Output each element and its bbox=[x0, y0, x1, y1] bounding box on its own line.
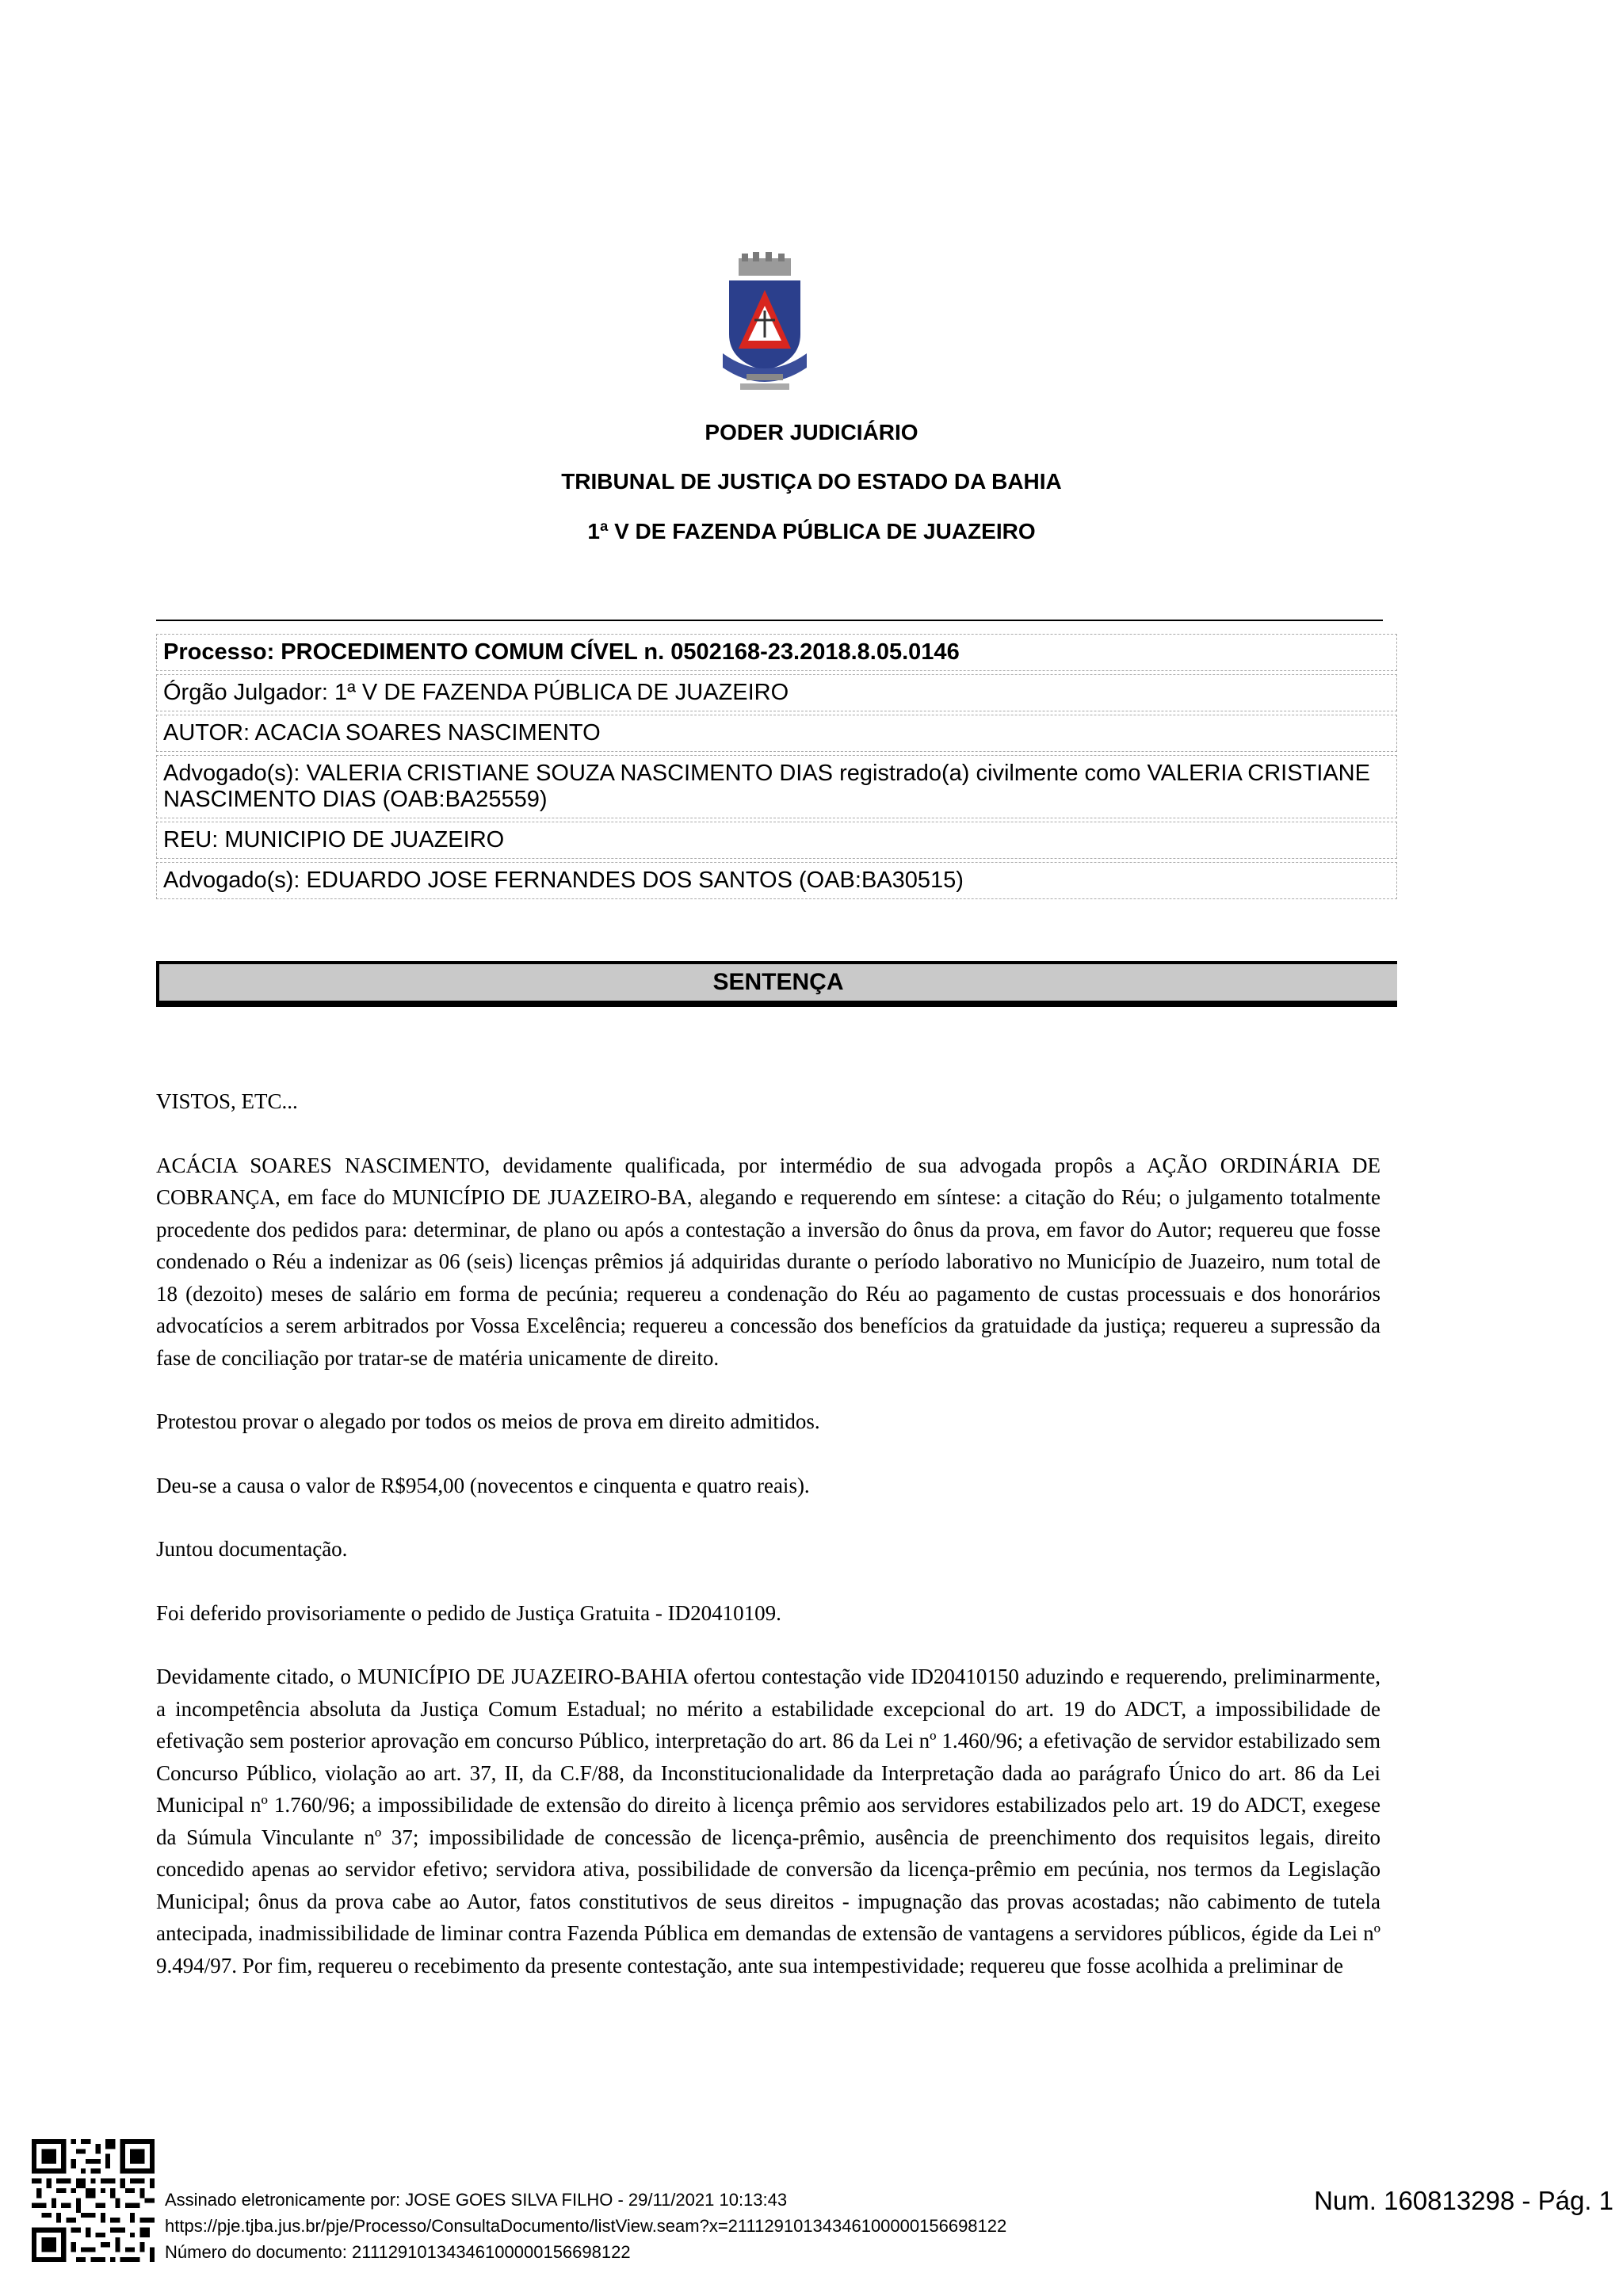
page-number: Num. 160813298 - Pág. 1 bbox=[1314, 2186, 1613, 2215]
paragraph-juntou: Juntou documentação. bbox=[156, 1537, 348, 1561]
header-tribunal: TRIBUNAL DE JUSTIÇA DO ESTADO DA BAHIA bbox=[561, 469, 1062, 494]
qr-code-icon bbox=[32, 2139, 155, 2262]
footer-signed: Assinado eletronicamente por: JOSE GOES SILVA FILHO - 29/11/2021 10:13:43 bbox=[165, 2190, 788, 2210]
paragraph-justica-gratuita: Foi deferido provisoriamente o pedido de Justiça Gratuita - ID20410109. bbox=[156, 1600, 781, 1625]
header-vara: 1ª V DE FAZENDA PÚBLICA DE JUAZEIRO bbox=[587, 519, 1036, 543]
case-reu: REU: MUNICIPIO DE JUAZEIRO bbox=[156, 822, 1397, 859]
document-body bbox=[156, 1085, 1381, 2013]
court-coat-of-arms-icon bbox=[712, 252, 818, 395]
footer-url[interactable]: https://pje.tjba.jus.br/pje/Processo/ConsultaDocumento/listView.seam?x=21112910134346100000156698122 bbox=[165, 2216, 1007, 2236]
paragraph-protestou: Protestou provar o alegado por todos os meios de prova em direito admitidos. bbox=[156, 1409, 820, 1433]
footer-doc-number: Número do documento: 21112910134346100000156698122 bbox=[165, 2242, 631, 2262]
case-advogado-reu: Advogado(s): EDUARDO JOSE FERNANDES DOS SANTOS (OAB:BA30515) bbox=[156, 862, 1397, 899]
case-info-table bbox=[156, 634, 1397, 902]
case-autor: AUTOR: ACACIA SOARES NASCIMENTO bbox=[156, 715, 1397, 752]
paragraph-valor-causa: Deu-se a causa o valor de R$954,00 (novecentos e cinquenta e quatro reais). bbox=[156, 1473, 810, 1497]
case-processo: Processo: PROCEDIMENTO COMUM CÍVEL n. 0502168-23.2018.8.05.0146 bbox=[156, 634, 1397, 671]
paragraph-contestacao: Devidamente citado, o MUNICÍPIO DE JUAZEIRO-BAHIA ofertou contestação vide ID20410150 aduzindo e requerendo, preliminarmente, a incompetência absoluta da Justiça Comum Estadual; no mérito a estabilidade excepcional do art. 19 do ADCT, a impossibilidade de efetivação sem posterior aprovação em concurso Público, interpretação do art. 86 da Lei nº 1.460/96; a efetivação de servidor estabilizado sem Concurso Público, violação ao art. 37, II, da C.F/88, da Inconstitucionalidade da Interpretação dada ao parágrafo Único do art. 86 da Lei Municipal nº 1.760/96; a impossibilidade de extensão do direito à licença prêmio aos servidores estabilizados pelo art. 19 do ADCT, exegese da Súmula Vinculante nº 37; impossibilidade de concessão de licença-prêmio, ausência de preenchimento dos requisitos legais, direito concedido apenas ao servidor efetivo; servidora ativa, possibilidade de conversão da licença-prêmio em pecúnia, nos termos da Legislação Municipal; ônus da prova cabe ao Autor, fatos constitutivos de seus direitos - impugnação das provas acostadas; não cabimento de tutela antecipada, inadmissibilidade de liminar contra Fazenda Pública em demandas de extensão de vantagens a servidores públicos, égide da Lei nº 9.494/97. Por fim, requereu o recebimento da presente contestação, ante sua intempestividade; requereu que fosse acolhida a preliminar de bbox=[156, 1665, 1381, 1978]
case-orgao-julgador: Órgão Julgador: 1ª V DE FAZENDA PÚBLICA DE JUAZEIRO bbox=[156, 674, 1397, 711]
paragraph-petition: ACÁCIA SOARES NASCIMENTO, devidamente qualificada, por intermédio de sua advogada propôs a AÇÃO ORDINÁRIA DE COBRANÇA, em face do MUNICÍPIO DE JUAZEIRO-BA, alegando e requerendo em síntese: a citação do Réu; o julgamento totalmente procedente dos pedidos para: determinar, de plano ou após a contestação a inversão do ônus da prova, em favor do Autor; requereu que fosse condenado o Réu a indenizar as 06 (seis) licenças prêmios já adquiridas durante o período laborativo no Município de Juazeiro, num total de 18 (dezoito) meses de salário em forma de pecúnia; requereu a condenação do Réu ao pagamento de custas processuais e dos honorários advocatícios a serem arbitrados por Vossa Excelência; requereu a concessão dos benefícios da gratuidade da justiça; requereu a supressão da fase de conciliação por tratar-se de matéria unicamente de direito. bbox=[156, 1153, 1381, 1370]
case-advogado-autor: Advogado(s): VALERIA CRISTIANE SOUZA NASCIMENTO DIAS registrado(a) civilmente como VALERIA CRISTIANE NASCIMENTO DIAS (OAB:BA25559) bbox=[156, 755, 1397, 818]
header-poder-judiciario: PODER JUDICIÁRIO bbox=[705, 420, 918, 444]
paragraph-vistos: VISTOS, ETC... bbox=[156, 1089, 298, 1113]
section-title-sentenca: SENTENÇA bbox=[156, 961, 1397, 1007]
header-divider bbox=[156, 620, 1383, 621]
